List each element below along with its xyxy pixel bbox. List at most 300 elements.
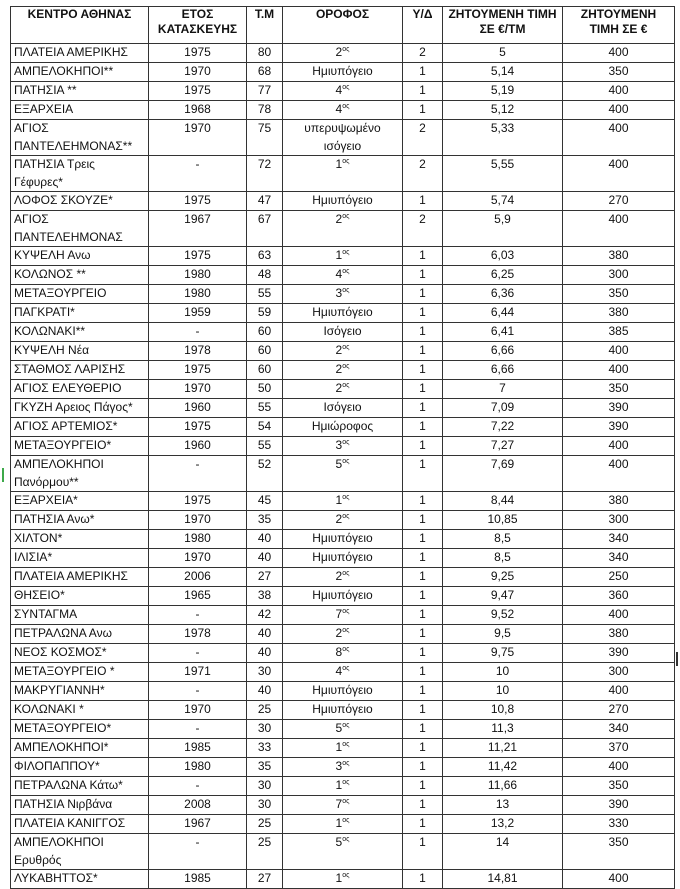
floor-value: 4 (335, 664, 343, 678)
year-cell: 1970 (149, 701, 247, 720)
floor-cell (283, 758, 403, 777)
price-cell: 400 (563, 342, 675, 361)
area-cell: ΚΟΛΩΝΑΚΙ * (11, 701, 149, 720)
floor-ordinal-suffix: ος (342, 608, 350, 615)
floor-cell (283, 418, 403, 437)
sqm-cell: 33 (247, 739, 283, 758)
floor-ordinal-suffix: ος (342, 268, 350, 275)
sqm-cell: 45 (247, 492, 283, 511)
sqm-cell: 40 (247, 625, 283, 644)
floor-value: Ημιυπόγειο (312, 305, 373, 319)
rooms-cell: 1 (403, 870, 443, 889)
table-row (11, 211, 675, 247)
floor-ordinal-suffix: ος (342, 836, 350, 843)
price-cell: 400 (563, 456, 675, 492)
table-row (11, 399, 675, 418)
table-row (11, 870, 675, 889)
area-cell: ΧΙΛΤΟΝ* (11, 530, 149, 549)
rooms-cell: 1 (403, 701, 443, 720)
price-per-sqm-cell: 9,47 (443, 587, 563, 606)
floor-cell (283, 587, 403, 606)
floor-cell (283, 644, 403, 663)
year-cell: 1960 (149, 437, 247, 456)
floor-ordinal-suffix: ος (342, 798, 350, 805)
floor-ordinal-suffix: ος (342, 363, 350, 370)
price-cell: 340 (563, 530, 675, 549)
rooms-cell: 1 (403, 834, 443, 870)
rooms-cell: 1 (403, 815, 443, 834)
floor-ordinal-suffix: ος (342, 646, 350, 653)
area-cell: ΑΓΙΟΣ ΠΑΝΤΕΛΕΗΜΟΝΑΣ (11, 211, 149, 247)
header-sqm: Τ.Μ (247, 7, 283, 44)
area-cell: ΣΥΝΤΑΓΜΑ (11, 606, 149, 625)
table-row (11, 63, 675, 82)
sqm-cell: 77 (247, 82, 283, 101)
sqm-cell: 72 (247, 156, 283, 192)
floor-value: 2 (335, 626, 343, 640)
floor-value: 1 (335, 740, 343, 754)
price-per-sqm-cell: 11,42 (443, 758, 563, 777)
year-cell: 1960 (149, 399, 247, 418)
floor-cell (283, 568, 403, 587)
floor-ordinal-suffix: ος (342, 570, 350, 577)
table-row (11, 156, 675, 192)
area-cell: ΛΥΚΑΒΗΤΤΟΣ* (11, 870, 149, 889)
area-cell: ΚΥΨΕΛΗ Νέα (11, 342, 149, 361)
price-cell: 390 (563, 418, 675, 437)
floor-value: 3 (335, 759, 343, 773)
sqm-cell: 27 (247, 870, 283, 889)
floor-value: υπερυψωμένο ισόγειο (304, 121, 381, 153)
floor-value: 3 (335, 438, 343, 452)
sqm-cell: 40 (247, 682, 283, 701)
price-cell: 340 (563, 720, 675, 739)
floor-cell (283, 266, 403, 285)
year-cell: - (149, 156, 247, 192)
price-per-sqm-cell: 5,74 (443, 192, 563, 211)
year-cell: 1985 (149, 739, 247, 758)
floor-cell (283, 606, 403, 625)
price-per-sqm-cell: 9,5 (443, 625, 563, 644)
rooms-cell: 2 (403, 211, 443, 247)
area-cell: ΕΞΑΡΧΕΙΑ (11, 101, 149, 120)
price-per-sqm-cell: 9,25 (443, 568, 563, 587)
sqm-cell: 40 (247, 549, 283, 568)
table-row (11, 739, 675, 758)
price-per-sqm-cell: 6,66 (443, 361, 563, 380)
sqm-cell: 42 (247, 606, 283, 625)
floor-cell (283, 834, 403, 870)
year-cell: 1967 (149, 815, 247, 834)
area-cell: ΛΟΦΟΣ ΣΚΟΥΖΕ* (11, 192, 149, 211)
price-per-sqm-cell: 7,09 (443, 399, 563, 418)
year-cell: 1980 (149, 530, 247, 549)
floor-value: Ημιυπόγειο (312, 193, 373, 207)
floor-cell (283, 815, 403, 834)
area-cell: ΜΕΤΑΞΟΥΡΓΕΙΟ * (11, 663, 149, 682)
price-cell: 350 (563, 834, 675, 870)
year-cell: 2008 (149, 796, 247, 815)
price-per-sqm-cell: 10,85 (443, 511, 563, 530)
floor-value: 2 (335, 381, 343, 395)
area-cell: ΓΚΥΖΗ Αρειος Πάγος* (11, 399, 149, 418)
table-row (11, 101, 675, 120)
floor-value: Ημιυπόγειο (312, 588, 373, 602)
rooms-cell: 1 (403, 380, 443, 399)
floor-value: 1 (335, 871, 343, 885)
area-cell: ΕΞΑΡΧΕΙΑ* (11, 492, 149, 511)
area-cell: ΦΙΛΟΠΑΠΠΟΥ* (11, 758, 149, 777)
floor-value: 1 (335, 816, 343, 830)
price-cell: 350 (563, 380, 675, 399)
area-cell: ΠΛΑΤΕΙΑ ΑΜΕΡΙΚΗΣ (11, 568, 149, 587)
sqm-cell: 63 (247, 247, 283, 266)
price-cell: 400 (563, 211, 675, 247)
sqm-cell: 60 (247, 323, 283, 342)
sqm-cell: 27 (247, 568, 283, 587)
year-cell: 1970 (149, 511, 247, 530)
table-row (11, 606, 675, 625)
rooms-cell: 1 (403, 285, 443, 304)
rooms-cell: 1 (403, 644, 443, 663)
year-cell: 1970 (149, 380, 247, 399)
header-year: ΕΤΟΣ ΚΑΤΑΣΚΕΥΗΣ (149, 7, 247, 44)
floor-value: 5 (335, 457, 343, 471)
sqm-cell: 25 (247, 834, 283, 870)
sqm-cell: 60 (247, 342, 283, 361)
sqm-cell: 55 (247, 399, 283, 418)
floor-value: 2 (335, 45, 343, 59)
floor-value: Ισόγειο (323, 324, 362, 338)
rooms-cell: 1 (403, 361, 443, 380)
area-cell: ΣΤΑΘΜΟΣ ΛΑΡΙΣΗΣ (11, 361, 149, 380)
year-cell: 1975 (149, 44, 247, 63)
rooms-cell: 1 (403, 418, 443, 437)
price-per-sqm-cell: 8,5 (443, 549, 563, 568)
rooms-cell: 1 (403, 663, 443, 682)
floor-cell (283, 796, 403, 815)
year-cell: - (149, 682, 247, 701)
table-row (11, 758, 675, 777)
rooms-cell: 1 (403, 342, 443, 361)
price-per-sqm-cell: 5,55 (443, 156, 563, 192)
floor-cell (283, 323, 403, 342)
sqm-cell: 30 (247, 663, 283, 682)
year-cell: 1975 (149, 247, 247, 266)
price-cell: 300 (563, 663, 675, 682)
sqm-cell: 55 (247, 285, 283, 304)
table-row (11, 192, 675, 211)
price-cell: 400 (563, 101, 675, 120)
floor-cell (283, 342, 403, 361)
price-cell: 390 (563, 399, 675, 418)
sqm-cell: 30 (247, 777, 283, 796)
sqm-cell: 54 (247, 418, 283, 437)
area-cell: ΑΓΙΟΣ ΠΑΝΤΕΛΕΗΜΟΝΑΣ** (11, 120, 149, 156)
table-row (11, 663, 675, 682)
rooms-cell: 1 (403, 587, 443, 606)
floor-cell (283, 492, 403, 511)
rooms-cell: 1 (403, 492, 443, 511)
area-cell: ΠΑΓΚΡΑΤΙ* (11, 304, 149, 323)
floor-cell (283, 361, 403, 380)
price-per-sqm-cell: 9,75 (443, 644, 563, 663)
area-cell: ΠΑΤΗΣΙΑ Νιρβάνα (11, 796, 149, 815)
price-cell: 340 (563, 549, 675, 568)
year-cell: 1967 (149, 211, 247, 247)
rental-listings-table (10, 6, 675, 889)
price-per-sqm-cell: 7 (443, 380, 563, 399)
rooms-cell: 1 (403, 739, 443, 758)
area-cell: ΝΕΟΣ ΚΟΣΜΟΣ* (11, 644, 149, 663)
floor-cell (283, 211, 403, 247)
floor-ordinal-suffix: ος (342, 627, 350, 634)
floor-value: 4 (335, 83, 343, 97)
floor-cell (283, 870, 403, 889)
price-cell: 360 (563, 587, 675, 606)
year-cell: 1970 (149, 120, 247, 156)
price-cell: 350 (563, 63, 675, 82)
rooms-cell: 1 (403, 456, 443, 492)
area-cell: ΠΛΑΤΕΙΑ ΑΜΕΡΙΚΗΣ (11, 44, 149, 63)
price-per-sqm-cell: 14 (443, 834, 563, 870)
price-per-sqm-cell: 14,81 (443, 870, 563, 889)
floor-ordinal-suffix: ος (342, 741, 350, 748)
year-cell: 1978 (149, 342, 247, 361)
floor-cell (283, 192, 403, 211)
header-price-per-sqm: ΖΗΤΟΥΜΕΝΗ ΤΙΜΗ ΣΕ €/ΤΜ (443, 7, 563, 44)
price-cell: 400 (563, 44, 675, 63)
table-row (11, 120, 675, 156)
year-cell: 1975 (149, 192, 247, 211)
floor-cell (283, 380, 403, 399)
area-cell: ΠΕΤΡΑΛΩΝΑ Κάτω* (11, 777, 149, 796)
floor-value: 4 (335, 267, 343, 281)
year-cell: 1970 (149, 549, 247, 568)
price-cell: 400 (563, 682, 675, 701)
price-cell: 400 (563, 606, 675, 625)
table-row (11, 82, 675, 101)
price-per-sqm-cell: 5,14 (443, 63, 563, 82)
table-row (11, 701, 675, 720)
area-cell: ΚΥΨΕΛΗ Ανω (11, 247, 149, 266)
price-cell: 270 (563, 192, 675, 211)
sqm-cell: 35 (247, 511, 283, 530)
table-row (11, 304, 675, 323)
price-cell: 350 (563, 777, 675, 796)
price-cell: 400 (563, 361, 675, 380)
area-cell: ΑΓΙΟΣ ΕΛΕΥΘΕΡΙΟ (11, 380, 149, 399)
floor-value: 2 (335, 362, 343, 376)
floor-value: 4 (335, 102, 343, 116)
price-per-sqm-cell: 13 (443, 796, 563, 815)
area-cell: ΑΜΠΕΛΟΚΗΠΟΙ** (11, 63, 149, 82)
price-per-sqm-cell: 6,03 (443, 247, 563, 266)
year-cell: - (149, 834, 247, 870)
area-cell: ΑΜΠΕΛΟΚΗΠΟΙ* (11, 739, 149, 758)
header-row (11, 7, 675, 44)
price-per-sqm-cell: 11,21 (443, 739, 563, 758)
table-row (11, 456, 675, 492)
floor-cell (283, 701, 403, 720)
price-per-sqm-cell: 11,3 (443, 720, 563, 739)
floor-ordinal-suffix: ος (342, 158, 350, 165)
floor-ordinal-suffix: ος (342, 817, 350, 824)
sqm-cell: 75 (247, 120, 283, 156)
sqm-cell: 38 (247, 587, 283, 606)
area-cell: ΜΑΚΡΥΓΙΑΝΝΗ* (11, 682, 149, 701)
year-cell: - (149, 456, 247, 492)
area-cell: ΠΑΤΗΣΙΑ ** (11, 82, 149, 101)
sqm-cell: 30 (247, 720, 283, 739)
sqm-cell: 47 (247, 192, 283, 211)
floor-cell (283, 285, 403, 304)
table-row (11, 323, 675, 342)
area-cell: ΠΑΤΗΣΙΑ Ανω* (11, 511, 149, 530)
table-row (11, 796, 675, 815)
floor-value: 1 (335, 778, 343, 792)
sqm-cell: 40 (247, 530, 283, 549)
floor-ordinal-suffix: ος (342, 722, 350, 729)
table-row (11, 644, 675, 663)
floor-cell (283, 82, 403, 101)
price-cell: 250 (563, 568, 675, 587)
price-per-sqm-cell: 10 (443, 663, 563, 682)
sqm-cell: 67 (247, 211, 283, 247)
price-cell: 300 (563, 511, 675, 530)
year-cell: 1971 (149, 663, 247, 682)
year-cell: 1985 (149, 870, 247, 889)
rooms-cell: 1 (403, 606, 443, 625)
price-cell: 400 (563, 758, 675, 777)
rooms-cell: 1 (403, 101, 443, 120)
table-row (11, 266, 675, 285)
price-cell: 390 (563, 644, 675, 663)
area-cell: ΙΛΙΣΙΑ* (11, 549, 149, 568)
price-per-sqm-cell: 11,66 (443, 777, 563, 796)
area-cell: ΜΕΤΑΞΟΥΡΓΕΙΟ* (11, 720, 149, 739)
year-cell: 1975 (149, 418, 247, 437)
price-cell: 370 (563, 739, 675, 758)
area-cell: ΚΟΛΩΝΑΚΙ** (11, 323, 149, 342)
price-cell: 380 (563, 625, 675, 644)
floor-ordinal-suffix: ος (342, 249, 350, 256)
area-cell: ΜΕΤΑΞΟΥΡΓΕΙΟ (11, 285, 149, 304)
rooms-cell: 1 (403, 796, 443, 815)
price-per-sqm-cell: 6,25 (443, 266, 563, 285)
floor-value: 1 (335, 248, 343, 262)
sqm-cell: 30 (247, 796, 283, 815)
rooms-cell: 1 (403, 82, 443, 101)
rooms-cell: 1 (403, 758, 443, 777)
price-cell: 380 (563, 304, 675, 323)
price-per-sqm-cell: 13,2 (443, 815, 563, 834)
sqm-cell: 59 (247, 304, 283, 323)
floor-cell (283, 120, 403, 156)
price-per-sqm-cell: 5,9 (443, 211, 563, 247)
table-row (11, 492, 675, 511)
year-cell: - (149, 644, 247, 663)
floor-value: Ημιυπόγειο (312, 550, 373, 564)
sqm-cell: 80 (247, 44, 283, 63)
table-row (11, 44, 675, 63)
sqm-cell: 35 (247, 758, 283, 777)
table-row (11, 568, 675, 587)
year-cell: - (149, 606, 247, 625)
price-cell: 300 (563, 266, 675, 285)
floor-ordinal-suffix: ος (342, 287, 350, 294)
floor-value: 8 (335, 645, 343, 659)
table-row (11, 437, 675, 456)
floor-cell (283, 625, 403, 644)
header-floor: ΟΡΟΦΟΣ (283, 7, 403, 44)
year-cell: 1968 (149, 101, 247, 120)
area-cell: ΠΑΤΗΣΙΑ Τρεις Γέφυρες* (11, 156, 149, 192)
rooms-cell: 1 (403, 625, 443, 644)
table-row (11, 418, 675, 437)
area-cell: ΜΕΤΑΞΟΥΡΓΕΙΟ* (11, 437, 149, 456)
year-cell: - (149, 323, 247, 342)
sqm-cell: 40 (247, 644, 283, 663)
rooms-cell: 1 (403, 549, 443, 568)
floor-ordinal-suffix: ος (342, 439, 350, 446)
floor-value: Ημιυπόγειο (312, 683, 373, 697)
price-cell: 350 (563, 285, 675, 304)
floor-value: 7 (335, 607, 343, 621)
area-cell: ΠΕΤΡΑΛΩΝΑ Ανω (11, 625, 149, 644)
page-edge-mark (676, 652, 678, 666)
floor-value: 2 (335, 343, 343, 357)
area-cell: ΑΓΙΟΣ ΑΡΤΕΜΙΟΣ* (11, 418, 149, 437)
rooms-cell: 2 (403, 44, 443, 63)
price-cell: 380 (563, 247, 675, 266)
rooms-cell: 1 (403, 568, 443, 587)
year-cell: 1959 (149, 304, 247, 323)
rooms-cell: 1 (403, 399, 443, 418)
year-cell: 1980 (149, 266, 247, 285)
page-edge-mark (2, 468, 4, 482)
floor-cell (283, 663, 403, 682)
year-cell: 1975 (149, 361, 247, 380)
rooms-cell: 1 (403, 266, 443, 285)
price-per-sqm-cell: 10 (443, 682, 563, 701)
floor-value: 7 (335, 797, 343, 811)
table-row (11, 342, 675, 361)
floor-cell (283, 156, 403, 192)
floor-cell (283, 720, 403, 739)
price-cell: 400 (563, 120, 675, 156)
floor-value: 3 (335, 286, 343, 300)
sqm-cell: 60 (247, 361, 283, 380)
table-row (11, 625, 675, 644)
sqm-cell: 52 (247, 456, 283, 492)
table-row (11, 380, 675, 399)
table-row (11, 549, 675, 568)
floor-ordinal-suffix: ος (342, 779, 350, 786)
area-cell: ΑΜΠΕΛΟΚΗΠΟΙ Ερυθρός (11, 834, 149, 870)
area-cell: ΘΗΣΕΙΟ* (11, 587, 149, 606)
price-cell: 380 (563, 492, 675, 511)
floor-value: Ημιυπόγειο (312, 531, 373, 545)
year-cell: 1965 (149, 587, 247, 606)
floor-value: 1 (335, 157, 343, 171)
floor-value: Ημιυπόγειο (312, 64, 373, 78)
sqm-cell: 50 (247, 380, 283, 399)
floor-cell (283, 437, 403, 456)
table-row (11, 285, 675, 304)
floor-cell (283, 530, 403, 549)
price-cell: 400 (563, 82, 675, 101)
